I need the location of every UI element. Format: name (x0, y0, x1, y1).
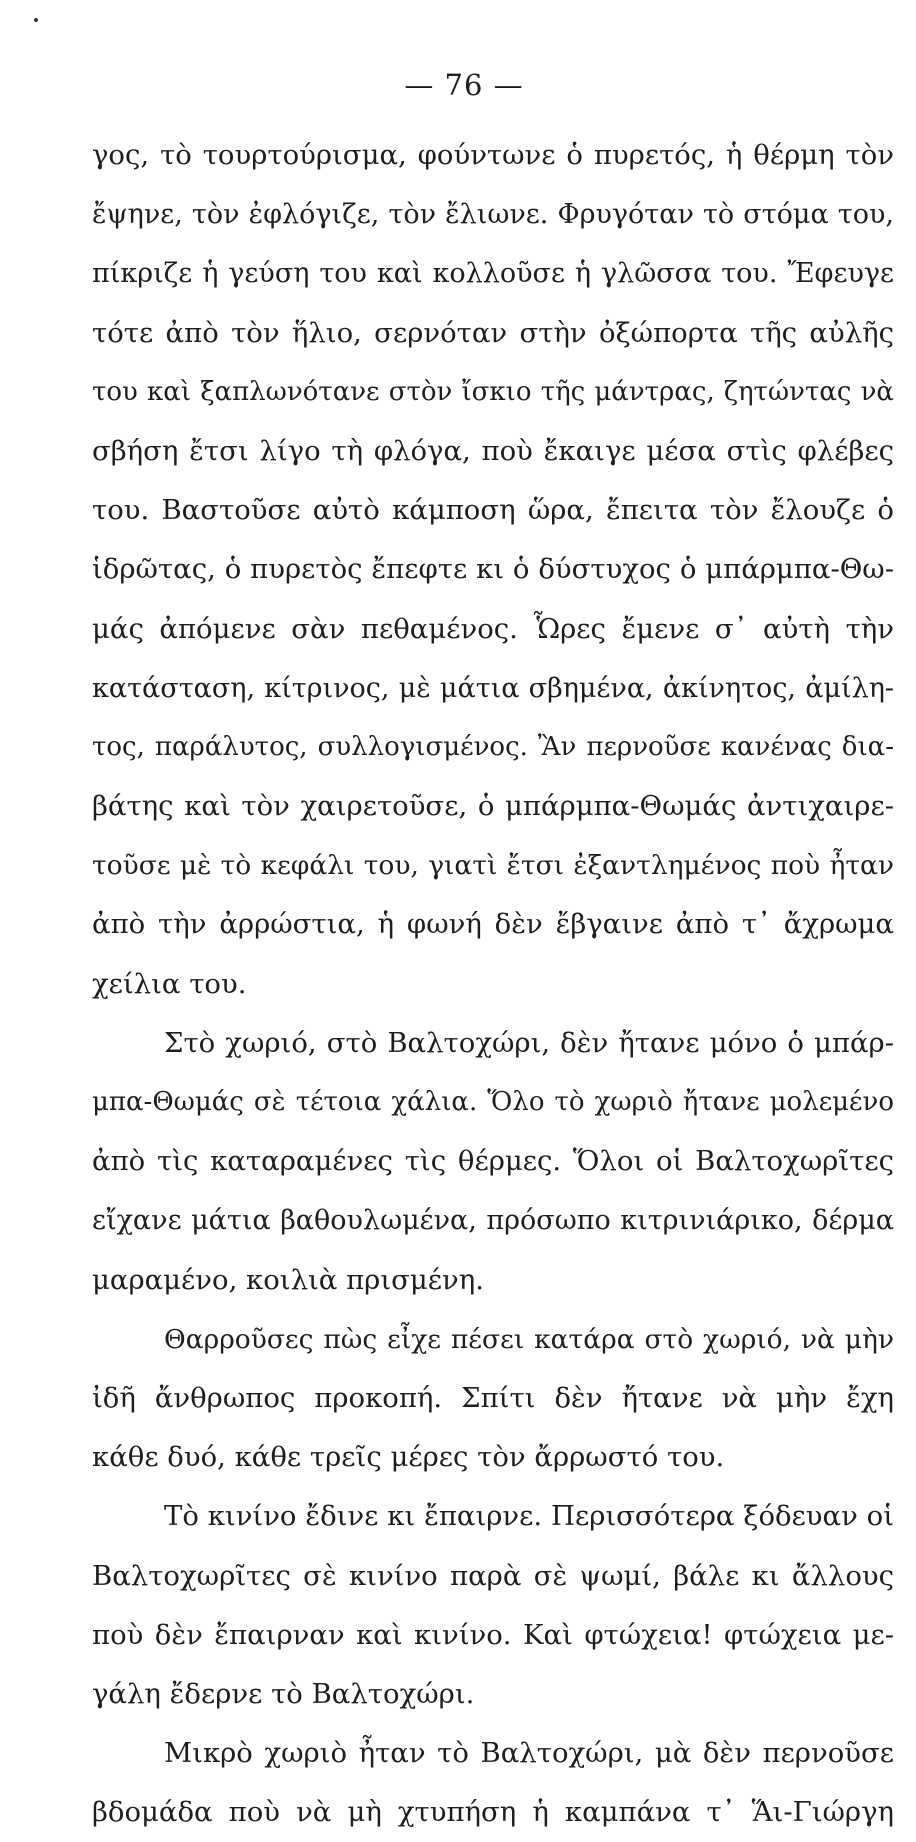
text-line: κάθε δυό, κάθε τρεῖς μέρες τὸν ἄρρωστό του. (92, 1441, 725, 1474)
text-line: Μικρὸ χωριὸ ἦταν τὸ Βαλτοχώρι, μὰ δὲν περνοῦσε (164, 1737, 894, 1770)
text-line: του καὶ ξαπλωνότανε στὸν ἴσκιο τῆς μάντρας, ζητώντας νὰ (92, 376, 894, 407)
text-line: μαραμένο, κοιλιὰ πρισμένη. (92, 1263, 484, 1296)
text-line: ἔψηνε, τὸν ἐφλόγιζε, τὸν ἔλιωνε. Φρυγόταν τὸ στόμα του, (92, 199, 894, 231)
text-line: γάλη ἔδερνε τὸ Βαλτοχώρι. (92, 1677, 475, 1710)
text-line: μπα-Θωμάς σὲ τέτοια χάλια. Ὅλο τὸ χωριὸ ἤτανε μολεμένο (92, 1087, 894, 1117)
text-line: βάτης καὶ τὸν χαιρετοῦσε, ὁ μπάρμπα-Θωμάς ἀντιχαιρε- (92, 790, 894, 823)
text-line: τος, παράλυτος, συλλογισμένος. Ἂν περνοῦσε κανένας δια- (92, 731, 894, 762)
text-line: τοῦσε μὲ τὸ κεφάλι του, γιατὶ ἔτσι ἐξαντλημένος ποὺ ἦταν (92, 850, 894, 882)
page-number: — 76 — (404, 68, 524, 102)
text-line: σβήση ἔτσι λίγο τὴ φλόγα, ποὺ ἔκαιγε μέσα στὶς φλέβες (92, 434, 894, 467)
text-line: τότε ἀπὸ τὸν ἥλιο, σερνόταν στὴν ὀξώπορτα τῆς αὐλῆς (92, 316, 894, 349)
text-line: ἀπὸ τὶς καταραμένες τὶς θέρμες. Ὅλοι οἱ Βαλτοχωρῖτες (92, 1145, 894, 1178)
text-line: βδομάδα ποὺ νὰ μὴ χτυπήση ἡ καμπάνα τ᾿ Ἅι-Γιώργη (92, 1796, 894, 1829)
text-line: χείλια του. (92, 967, 247, 1000)
text-line: του. Βαστοῦσε αὐτὸ κάμποση ὥρα, ἔπειτα τὸν ἔλουζε ὁ (92, 494, 894, 527)
text-line: Βαλτοχωρῖτες σὲ κινίνο παρὰ σὲ ψωμί, βάλε κι ἄλλους (92, 1559, 894, 1592)
text-line: Θαρροῦσες πὼς εἶχε πέσει κατάρα στὸ χωριό, νὰ μὴν (164, 1323, 894, 1355)
print-speck (34, 18, 38, 22)
text-line: Στὸ χωριό, στὸ Βαλτοχώρι, δὲν ἤτανε μόνο ὁ μπάρ- (164, 1026, 894, 1059)
text-line: ἰδῆ ἄνθρωπος προκοπή. Σπίτι δὲν ἤτανε νὰ μὴν ἔχη (92, 1381, 894, 1414)
text-line: ἱδρῶτας, ὁ πυρετὸς ἔπεφτε κι ὁ δύστυχος ὁ μπάρμπα-Θω- (92, 553, 894, 586)
text-line: μάς ἀπόμενε σὰν πεθαμένος. Ὧρες ἔμενε σ᾿ αὐτὴ τὴν (92, 612, 894, 645)
body-text (92, 126, 894, 1842)
text-line: Τὸ κινίνο ἔδινε κι ἔπαιρνε. Περισσότερα ξόδευαν οἱ (164, 1500, 894, 1533)
text-line: ποὺ δὲν ἔπαιρναν καὶ κινίνο. Καὶ φτώχεια! φτώχεια με- (92, 1618, 894, 1651)
text-line: πίκριζε ἡ γεύση του καὶ κολλοῦσε ἡ γλῶσσα του. Ἔφευγε (92, 258, 894, 290)
text-line: γος, τὸ τουρτούρισμα, φούντωνε ὁ πυρετός, ἡ θέρμη τὸν (92, 139, 894, 171)
text-line: ἀπὸ τὴν ἀρρώστια, ἡ φωνή δὲν ἔβγαινε ἀπὸ τ᾿ ἄχρωμα (92, 908, 894, 941)
text-line: εἴχανε μάτια βαθουλωμένα, πρόσωπο κιτρινιάρικο, δέρμα (92, 1205, 894, 1237)
text-line: κατάσταση, κίτρινος, μὲ μάτια σβημένα, ἀκίνητος, ἀμίλη- (92, 672, 894, 704)
